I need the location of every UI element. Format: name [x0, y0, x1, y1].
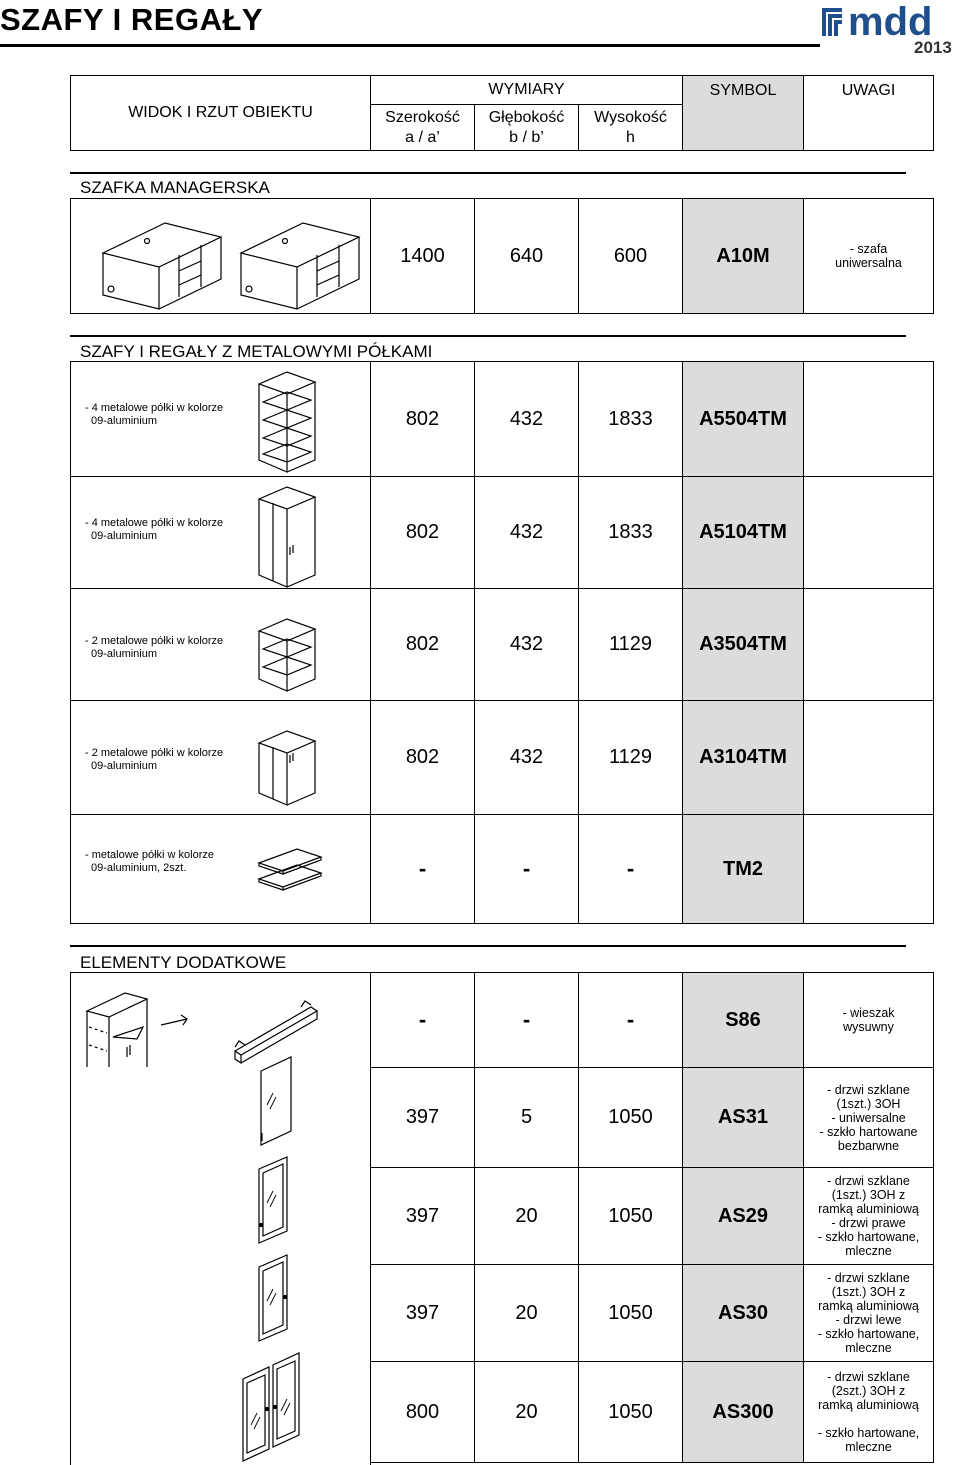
height-value: 1050 [578, 1264, 683, 1362]
height-value: 1833 [578, 476, 683, 589]
header-notes: UWAGI [803, 75, 934, 151]
depth-value: - [474, 814, 579, 924]
height-value: 1050 [578, 1361, 683, 1463]
logo-mark-icon [822, 8, 842, 36]
depth-value: 20 [474, 1264, 579, 1362]
section-rule [70, 945, 906, 947]
logo-year: 2013 [914, 38, 952, 57]
height-value: 1833 [578, 361, 683, 477]
section-title-metal: SZAFY I REGAŁY Z METALOWYMI PÓŁKAMI [80, 342, 433, 361]
notes-cell: - drzwi szklane (1szt.) 3OH z ramką aluminiową - drzwi prawe - szkło hartowane, mleczne [803, 1167, 934, 1265]
height-value: 600 [578, 198, 683, 314]
width-value: 397 [370, 1167, 475, 1265]
row-image-cell [70, 198, 371, 314]
row-description: - metalowe półki w kolorze 09-aluminium, 2szt. [85, 849, 214, 874]
notes-cell [803, 700, 934, 815]
header-height: Wysokość h [578, 104, 683, 151]
symbol-value: A3504TM [682, 588, 804, 701]
metal-shelves-icon [257, 845, 323, 895]
section-rule [70, 172, 906, 174]
notes-cell: - drzwi szklane (1szt.) 3OH z ramką aluminiową - drzwi lewe - szkło hartowane, mleczne [803, 1264, 934, 1362]
glass-double-door-icon [239, 1349, 305, 1465]
notes-cell [803, 476, 934, 589]
symbol-value: AS31 [682, 1067, 804, 1168]
title-rule [0, 44, 820, 47]
width-value: 802 [370, 476, 475, 589]
width-value: 802 [370, 700, 475, 815]
height-value: 1050 [578, 1067, 683, 1168]
header-view: WIDOK I RZUT OBIEKTU [70, 75, 371, 151]
header-dimensions: WYMIARY [370, 75, 683, 105]
row-image-cell [70, 361, 371, 477]
depth-value: 5 [474, 1067, 579, 1168]
width-value: 802 [370, 361, 475, 477]
glass-door-left-icon [255, 1253, 295, 1343]
depth-value: 432 [474, 700, 579, 815]
depth-value: 20 [474, 1167, 579, 1265]
width-value: - [370, 972, 475, 1068]
header-width: Szerokość a / a’ [370, 104, 475, 151]
symbol-value: AS30 [682, 1264, 804, 1362]
height-value: 1050 [578, 1167, 683, 1265]
section-rule [70, 335, 906, 337]
header-symbol: SYMBOL [682, 75, 804, 151]
row-image-cell [70, 700, 371, 815]
depth-value: 432 [474, 476, 579, 589]
depth-value: 432 [474, 588, 579, 701]
notes-cell: - drzwi szklane (2szt.) 3OH z ramką aluminiową - szkło hartowane, mleczne [803, 1361, 934, 1463]
height-value: - [578, 814, 683, 924]
width-value: 800 [370, 1361, 475, 1463]
page-title: SZAFY I REGAŁY [0, 2, 264, 37]
notes-cell: - szafa uniwersalna [803, 198, 934, 314]
row-description: - 4 metalowe półki w kolorze 09-aluminium [85, 402, 224, 427]
notes-cell [803, 361, 934, 477]
row-image-cell [70, 476, 371, 589]
symbol-value: A10M [682, 198, 804, 314]
symbol-value: A5504TM [682, 361, 804, 477]
symbol-value: AS300 [682, 1361, 804, 1463]
notes-cell [803, 588, 934, 701]
width-value: 397 [370, 1264, 475, 1362]
notes-cell [803, 814, 934, 924]
depth-value: 20 [474, 1361, 579, 1463]
width-value: 802 [370, 588, 475, 701]
height-value: 1129 [578, 700, 683, 815]
glass-door-uniwersal-icon [257, 1053, 297, 1147]
header-depth: Głębokość b / b’ [474, 104, 579, 151]
height-value: - [578, 972, 683, 1068]
closed-cabinet-medium-icon [257, 729, 317, 809]
row-description: - 2 metalowe półki w kolorze 09-aluminium [85, 747, 224, 772]
symbol-value: AS29 [682, 1167, 804, 1265]
notes-cell: - wieszak wysuwny [803, 972, 934, 1068]
row-image-cell [70, 814, 371, 924]
open-shelf-medium-icon [257, 617, 317, 693]
section-title-managerial: SZAFKA MANAGERSKA [80, 178, 270, 197]
depth-value: 640 [474, 198, 579, 314]
extras-image-cell [70, 972, 371, 1465]
logo-text: mdd [848, 0, 933, 44]
glass-door-right-icon [255, 1155, 295, 1245]
symbol-value: A5104TM [682, 476, 804, 589]
section-title-extra: ELEMENTY DODATKOWE [80, 953, 287, 972]
row-image-cell [70, 588, 371, 701]
row-description: - 2 metalowe półki w kolorze 09-aluminium [85, 635, 224, 660]
width-value: - [370, 814, 475, 924]
row-description: - 4 metalowe półki w kolorze 09-aluminium [85, 517, 224, 542]
width-value: 1400 [370, 198, 475, 314]
manager-cabinet-icon [81, 201, 361, 311]
symbol-value: TM2 [682, 814, 804, 924]
notes-cell: - drzwi szklane (1szt.) 3OH - uniwersalne - szkło hartowane bezbarwne [803, 1067, 934, 1168]
symbol-value: S86 [682, 972, 804, 1068]
width-value: 397 [370, 1067, 475, 1168]
depth-value: 432 [474, 361, 579, 477]
depth-value: - [474, 972, 579, 1068]
closed-cabinet-tall-icon [257, 485, 317, 589]
symbol-value: A3104TM [682, 700, 804, 815]
height-value: 1129 [578, 588, 683, 701]
open-shelf-tall-icon [257, 370, 317, 474]
